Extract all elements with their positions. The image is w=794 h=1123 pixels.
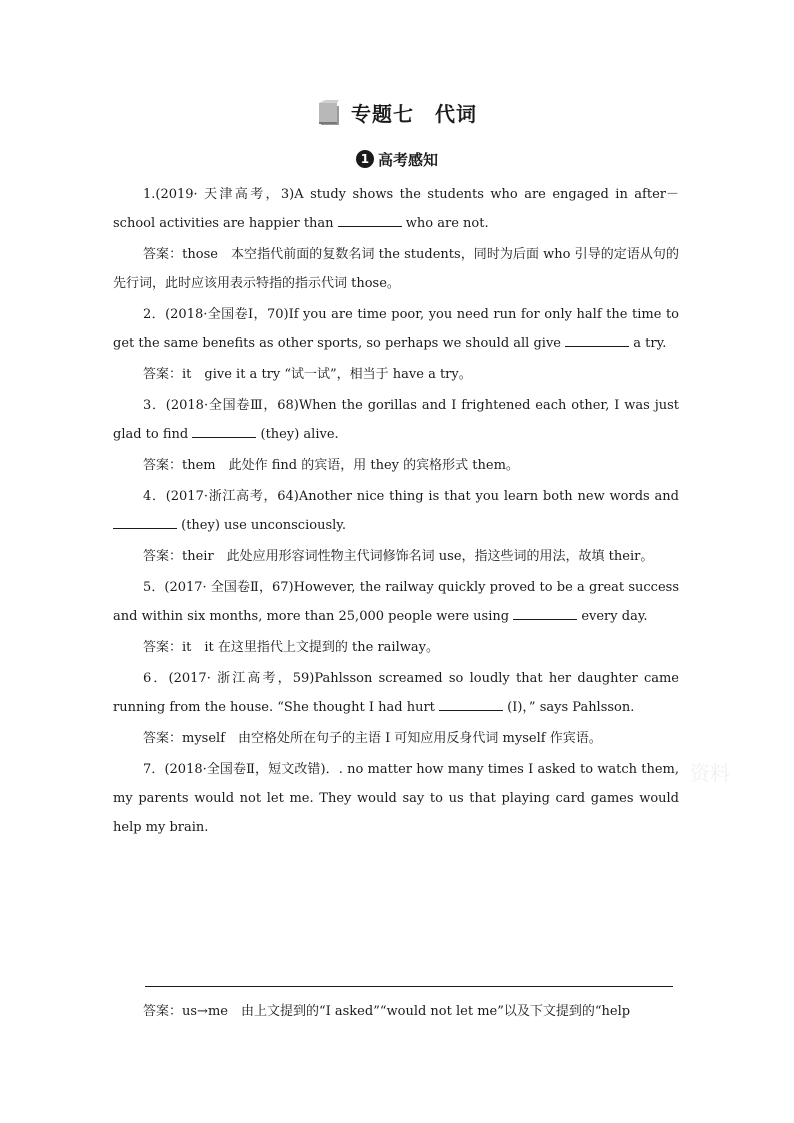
- page-title: 专题七 代词: [351, 102, 477, 126]
- question-2: 2．(2018·全国卷Ⅰ，70)If you are time poor, you need run for only half the time to get the same benefits as other sports, so perhaps we should all give a try.: [113, 307, 679, 351]
- answer-blank: [439, 696, 503, 711]
- answer-4: 答案：their 此处应用形容词性物主代词修饰名词 use，指这些词的用法，故填 their。: [143, 549, 654, 564]
- question-6: 6．(2017· 浙江高考，59)Pahlsson screamed so loudly that her daughter came running from the house. “She thought I had hurt (I)，” says Pahlsson.: [113, 671, 679, 715]
- question-4: 4．(2017·浙江高考，64)Another nice thing is that you learn both new words and (they) use unconsciously.: [113, 482, 679, 540]
- section-heading: [0, 148, 794, 170]
- question-3: 3．(2018·全国卷Ⅲ，68)When the gorillas and I frightened each other, I was just glad to find (they) alive.: [113, 398, 679, 442]
- answer-blank: [338, 212, 402, 227]
- answer-blank: [565, 332, 629, 347]
- answer-line: [145, 986, 673, 987]
- question-5: 5．(2017· 全国卷Ⅱ，67)However, the railway quickly proved to be a great success and within six months, more than 25,000 people were using every day.: [113, 580, 679, 624]
- answer-blank: [113, 514, 177, 529]
- answer-2: 答案：it give it a try “试一试”，相当于 have a try。: [143, 367, 472, 382]
- section-title: 高考感知: [377, 150, 438, 169]
- question-1: 1.(2019· 天津高考，3)A study shows the students who are engaged in after－school activities are happier than who are not.: [113, 187, 679, 231]
- answer-6: 答案：myself 由空格处所在句子的主语 I 可知应用反身代词 myself 作宾语。: [143, 731, 602, 746]
- book-icon: [317, 100, 341, 126]
- title-row: [0, 98, 794, 138]
- answer-5: 答案：it it 在这里指代上文提到的 the railway。: [143, 640, 439, 655]
- answer-blank: [513, 605, 577, 620]
- section-number-badge: 1: [356, 150, 374, 168]
- answer-blank: [192, 423, 256, 438]
- answer-3: 答案：them 此处作 find 的宾语，用 they 的宾格形式 them。: [143, 458, 519, 473]
- answer-1: 答案：those 本空指代前面的复数名词 the students，同时为后面 who 引导的定语从句的先行词，此时应该用表示特指的指示代词 those。: [113, 247, 679, 291]
- question-7: 7．(2018·全国卷Ⅱ，短文改错)．. no matter how many times I asked to watch them, my parents would not let me. They would say to us that playing card games would help my brain.: [113, 762, 679, 835]
- watermark: 资料: [690, 761, 730, 785]
- exercise-list: [113, 180, 679, 842]
- answer-7: 答案：us→me 由上文提到的“I asked”“would not let me”以及下文提到的“help: [143, 1004, 631, 1019]
